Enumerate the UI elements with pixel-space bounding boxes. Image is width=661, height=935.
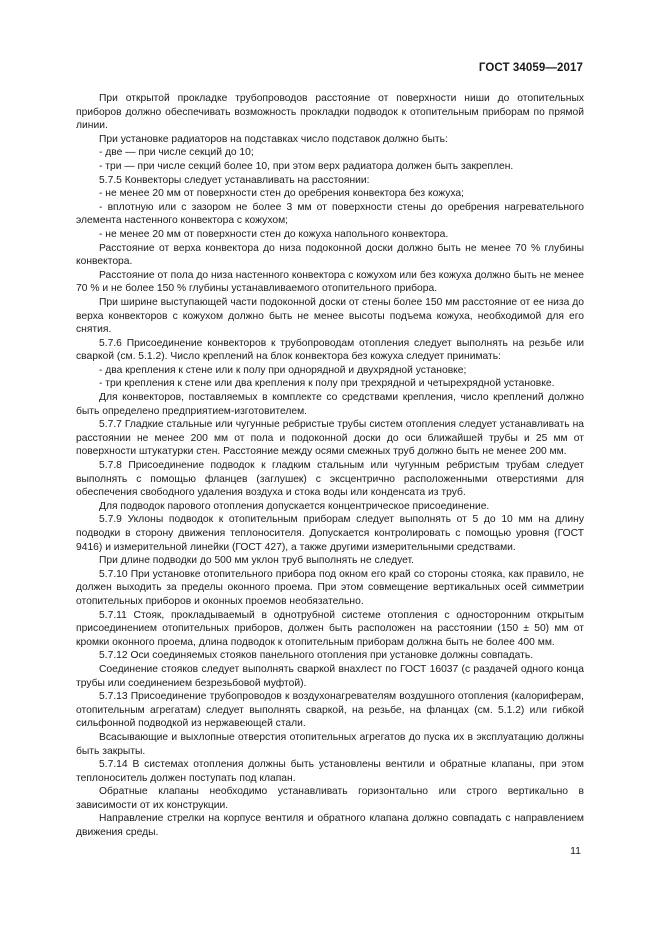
paragraph: Обратные клапаны необходимо устанавливать горизонтально или строго вертикально в зависимости от их конструкции. xyxy=(76,786,584,811)
document-body xyxy=(76,92,584,840)
paragraph: Для подводок парового отопления допускается концентрическое присоединение. xyxy=(99,500,490,512)
paragraph: Расстояние от пола до низа настенного конвектора с кожухом или без кожуха должно быть не менее 70 % и не более 150 % глубины устанавливаемого отопительного прибора. xyxy=(76,269,584,295)
clause-5-7-11: 5.7.11 Стояк, прокладываемый в однотрубной системе отопления с односторонним открытым присоединением отопительных приборов, должен быть расположен на расстоянии (150 ± 50) мм от кромки оконного проема, длина подводок к отопительным приборам должна быть не более 400 мм. xyxy=(76,609,584,648)
paragraph: При длине подводки до 500 мм уклон труб выполнять не следует. xyxy=(99,555,414,567)
list-item: - не менее 20 мм от поверхности стен до кожуха напольного конвектора. xyxy=(99,228,449,240)
paragraph: Направление стрелки на корпусе вентиля и обратного клапана должно совпадать с направлением движения среды. xyxy=(76,813,584,839)
clause-5-7-6: 5.7.6 Присоединение конвекторов к трубопроводам отопления следует выполнять на резьбе или сваркой (см. 5.1.2). Число креплений на блок конвектора без кожуха следует принимать: xyxy=(76,337,584,363)
list-item: - три крепления к стене или два крепления к полу при трехрядной и четырехрядной установке. xyxy=(99,378,555,390)
paragraph: Расстояние от верха конвектора до низа подоконной доски должно быть не менее 70 % глубины конвектора. xyxy=(76,242,584,268)
clause-5-7-13: 5.7.13 Присоединение трубопроводов к воздухонагревателям воздушного отопления (калориферам, отопительным агрегатам) следует выполнять сваркой, на резьбе, на фланцах (см. 5.1.2) или гибкой сильфонной подводкой из нержавеющей стали. xyxy=(76,691,584,730)
standard-header: ГОСТ 34059—2017 xyxy=(478,62,583,74)
list-item: - два крепления к стене или к полу при однорядной и двухрядной установке; xyxy=(99,364,467,376)
clause-5-7-14: 5.7.14 В системах отопления должны быть установлены вентили и обратные клапаны, при этом теплоноситель должен поступать под клапан. xyxy=(76,759,584,784)
paragraph: При ширине выступающей части подоконной доски от стены более 150 мм расстояние от ее низа до верха конвекторов с кожухом должно быть не менее высоты подъема кожуха, необходимой для его снятия. xyxy=(76,296,584,336)
paragraph: При установке радиаторов на подставках число подставок должно быть: xyxy=(99,133,448,145)
clause-5-7-7: 5.7.7 Гладкие стальные или чугунные ребристые трубы систем отопления следует устанавливать на расстоянии не менее 200 мм от пола и подоконной доски до оси ближайшей трубы и 25 мм от поверхности штукатурки стен. Расстояние между осями смежных труб должно быть не менее 200 мм. xyxy=(76,419,584,458)
clause-5-7-9: 5.7.9 Уклоны подводок к отопительным приборам следует выполнять от 5 до 10 мм на длину подводки в сторону движения теплоносителя. Допускается контролировать с помощью уровня (ГОСТ 9416) и измерительной линейки (ГОСТ 427), а также другими измерительными средствами. xyxy=(76,514,584,553)
paragraph: При открытой прокладке трубопроводов расстояние от поверхности ниши до отопительных приборов должно обеспечивать возможность прокладки подводок к отопительным приборам по прямой линии. xyxy=(76,93,584,132)
list-item: - три — при числе секций более 10, при этом верх радиатора должен быть закреплен. xyxy=(99,160,514,172)
paragraph: Всасывающие и выхлопные отверстия отопительных агрегатов до пуска их в эксплуатацию должны быть закрыты. xyxy=(76,731,584,757)
page-number: 11 xyxy=(570,845,581,857)
clause-5-7-12: 5.7.12 Оси соединяемых стояков панельного отопления при установке должны совпадать. xyxy=(99,650,534,662)
list-item: - две — при числе секций до 10; xyxy=(99,147,254,159)
paragraph: Соединение стояков следует выполнять сваркой внахлест по ГОСТ 16037 (с раздачей одного конца трубы или соединением безрезьбовой муфтой). xyxy=(76,663,584,689)
clause-5-7-5: 5.7.5 Конвекторы следует устанавливать на расстоянии: xyxy=(99,174,370,186)
clause-5-7-8: 5.7.8 Присоединение подводок к гладким стальным или чугунным ребристым трубам следует выполнять с помощью фланцев (заглушек) с эксцентрично расположенными отверстиями для обеспечения свободного удаления воздуха и стока воды или конденсата из труб. xyxy=(76,460,584,499)
list-item: - не менее 20 мм от поверхности стен до оребрения конвектора без кожуха; xyxy=(99,188,464,200)
list-item: - вплотную или с зазором не более 3 мм от поверхности стены до оребрения нагревательного элемента настенного конвектора с кожухом; xyxy=(76,201,584,227)
paragraph: Для конвекторов, поставляемых в комплекте со средствами крепления, число креплений должно быть определено предприятием-изготовителем. xyxy=(76,392,584,417)
clause-5-7-10: 5.7.10 При установке отопительного прибора под окном его край со стороны стояка, как правило, не должен выходить за пределы оконного проема. При этом совмещение вертикальных осей симметрии отопительных приборов и оконных проемов необязательно. xyxy=(76,568,584,607)
